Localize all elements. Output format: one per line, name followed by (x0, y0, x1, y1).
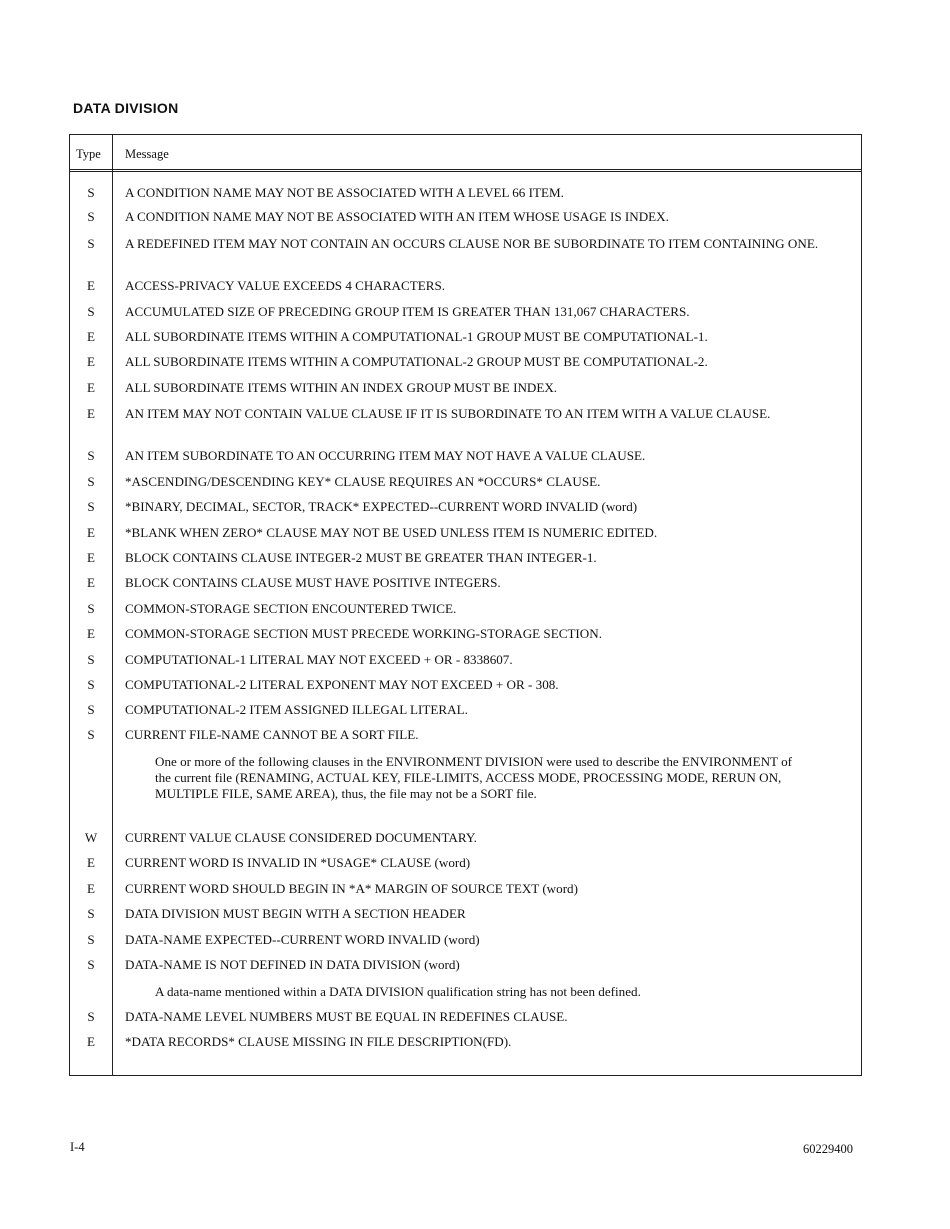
row-message: BLOCK CONTAINS CLAUSE INTEGER-2 MUST BE GREATER THAN INTEGER-1. (125, 550, 597, 565)
row-message: CURRENT WORD IS INVALID IN *USAGE* CLAUSE (word) (125, 855, 471, 870)
row-message: DATA DIVISION MUST BEGIN WITH A SECTION HEADER (125, 906, 466, 921)
row-type: S (87, 185, 95, 200)
row-message: *BLANK WHEN ZERO* CLAUSE MAY NOT BE USED UNLESS ITEM IS NUMERIC EDITED. (125, 525, 658, 540)
row-message: COMPUTATIONAL-2 LITERAL EXPONENT MAY NOT EXCEED + OR - 308. (125, 677, 559, 692)
column-divider (112, 135, 113, 1075)
row-type: E (87, 881, 95, 896)
row-type: S (87, 702, 95, 717)
row-type: E (87, 550, 95, 565)
row-message: A CONDITION NAME MAY NOT BE ASSOCIATED WITH A LEVEL 66 ITEM. (125, 185, 564, 200)
section-title: DATA DIVISION (73, 100, 179, 116)
row-type: E (87, 855, 95, 870)
row-message: COMPUTATIONAL-2 ITEM ASSIGNED ILLEGAL LITERAL. (125, 702, 468, 717)
row-message: CURRENT WORD SHOULD BEGIN IN *A* MARGIN OF SOURCE TEXT (word) (125, 881, 578, 896)
row-type: S (87, 499, 95, 514)
row-type: E (87, 354, 95, 369)
row-type: S (87, 1009, 95, 1024)
row-message: AN ITEM SUBORDINATE TO AN OCCURRING ITEM MAY NOT HAVE A VALUE CLAUSE. (125, 448, 646, 463)
row-type: S (87, 652, 95, 667)
row-message: *ASCENDING/DESCENDING KEY* CLAUSE REQUIRES AN *OCCURS* CLAUSE. (125, 474, 601, 489)
row-type: S (87, 448, 95, 463)
row-type: E (87, 1034, 95, 1049)
row-message: ACCUMULATED SIZE OF PRECEDING GROUP ITEM IS GREATER THAN 131,067 CHARACTERS. (125, 304, 690, 319)
document-number: 60229400 (803, 1142, 853, 1156)
row-message: ALL SUBORDINATE ITEMS WITHIN AN INDEX GROUP MUST BE INDEX. (125, 380, 558, 395)
row-message: BLOCK CONTAINS CLAUSE MUST HAVE POSITIVE INTEGERS. (125, 575, 501, 590)
row-type: E (87, 278, 95, 293)
row-type: E (87, 525, 95, 540)
row-type: E (87, 626, 95, 641)
row-message: COMPUTATIONAL-1 LITERAL MAY NOT EXCEED + OR - 8338607. (125, 652, 513, 667)
row-type: S (87, 601, 95, 616)
row-type: W (84, 830, 98, 845)
page-number: I-4 (70, 1140, 85, 1154)
row-message: COMMON-STORAGE SECTION MUST PRECEDE WORKING-STORAGE SECTION. (125, 626, 602, 641)
row-type: E (87, 406, 95, 421)
row-message: CURRENT VALUE CLAUSE CONSIDERED DOCUMENTARY. (125, 830, 477, 845)
row-message: DATA-NAME EXPECTED--CURRENT WORD INVALID (word) (125, 932, 480, 947)
row-type: S (87, 906, 95, 921)
row-message: COMMON-STORAGE SECTION ENCOUNTERED TWICE. (125, 601, 457, 616)
row-type: S (87, 474, 95, 489)
header-message: Message (125, 147, 169, 161)
row-type: S (87, 304, 95, 319)
message-table (69, 134, 862, 1076)
row-type: E (87, 575, 95, 590)
row-type: S (87, 957, 95, 972)
row-type: S (87, 209, 95, 224)
row-message: DATA-NAME IS NOT DEFINED IN DATA DIVISION (word) (125, 957, 460, 972)
row-type: S (87, 236, 95, 251)
row-type: S (87, 932, 95, 947)
row-message: One or more of the following clauses in the ENVIRONMENT DIVISION were used to describe the ENVIRONMENT of the current file (RENAMING, ACTUAL KEY, FILE-LIMITS, ACCESS MODE, PROCESSING MODE, RERUN ON, MULTIPLE FILE, SAME AREA), thus, the file may not be a SORT file. (155, 754, 792, 801)
row-message: DATA-NAME LEVEL NUMBERS MUST BE EQUAL IN REDEFINES CLAUSE. (125, 1009, 568, 1024)
row-message: A REDEFINED ITEM MAY NOT CONTAIN AN OCCURS CLAUSE NOR BE SUBORDINATE TO ITEM CONTAINING ONE. (125, 236, 819, 251)
header-type: Type (76, 147, 101, 161)
row-type: E (87, 380, 95, 395)
table-header (70, 135, 861, 172)
row-type: S (87, 727, 95, 742)
row-type: E (87, 329, 95, 344)
row-type: S (87, 677, 95, 692)
row-message: ALL SUBORDINATE ITEMS WITHIN A COMPUTATIONAL-1 GROUP MUST BE COMPUTATIONAL-1. (125, 329, 708, 344)
row-message: *DATA RECORDS* CLAUSE MISSING IN FILE DESCRIPTION(FD). (125, 1034, 512, 1049)
row-message: ACCESS-PRIVACY VALUE EXCEEDS 4 CHARACTERS. (125, 278, 446, 293)
row-message: A CONDITION NAME MAY NOT BE ASSOCIATED WITH AN ITEM WHOSE USAGE IS INDEX. (125, 209, 669, 224)
row-message: *BINARY, DECIMAL, SECTOR, TRACK* EXPECTED--CURRENT WORD INVALID (word) (125, 499, 638, 514)
row-message: A data-name mentioned within a DATA DIVISION qualification string has not been defined. (155, 984, 641, 999)
row-message: AN ITEM MAY NOT CONTAIN VALUE CLAUSE IF IT IS SUBORDINATE TO AN ITEM WITH A VALUE CLAUSE. (125, 406, 771, 421)
row-message: CURRENT FILE-NAME CANNOT BE A SORT FILE. (125, 727, 419, 742)
row-message: ALL SUBORDINATE ITEMS WITHIN A COMPUTATIONAL-2 GROUP MUST BE COMPUTATIONAL-2. (125, 354, 708, 369)
